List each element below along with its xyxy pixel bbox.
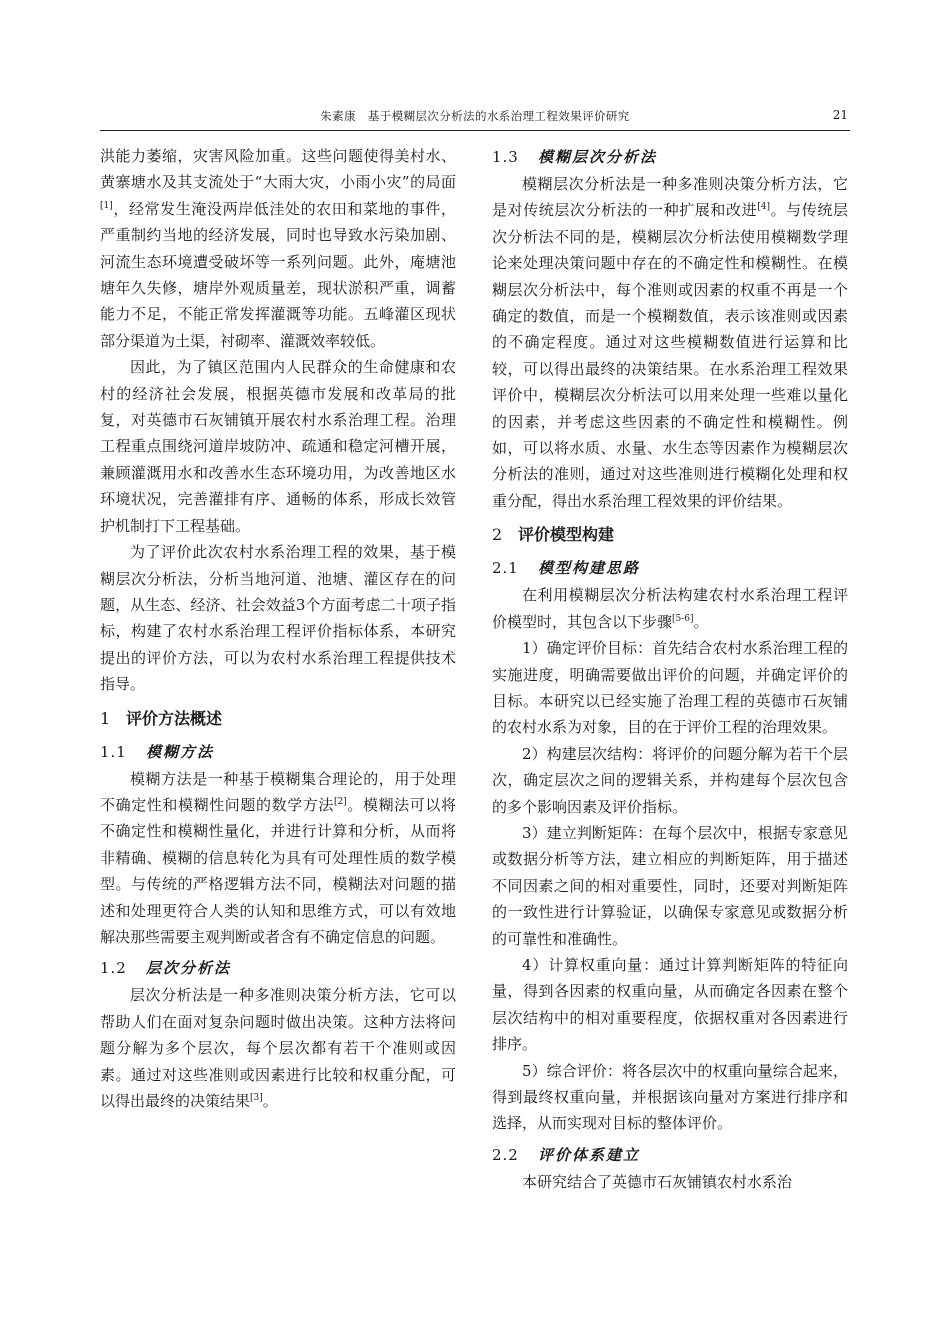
subsection-heading: 1.1 模糊方法 (100, 742, 215, 761)
paragraph: 模糊方法是一种基于模糊集合理论的，用于处理不确定性和模糊性问题的数学方法[2]。模糊法可以将不确定性和模糊性量化，并进行计算和分析，从而将非精确、模糊的信息转化为具有可处理性质的数学模型。与传统的严格逻辑方法不同，模糊法对问题的描述和处理更符合人类的认知和思维方式，可以有效地解决那些需要主观判断或者含有不确定信息的问题。 (100, 769, 456, 946)
running-header (100, 108, 850, 131)
paragraph: 层次分析法是一种多准则决策分析方法，它可以帮助人们在面对复杂问题时做出决策。这种方法将问题分解为多个层次，每个层次都有若干个准则或因素。通过对这些准则或因素进行比较和权重分配，可以得出最终的决策结果[3]。 (100, 986, 456, 1110)
subsection-heading: 2.1 模型构建思路 (492, 559, 641, 578)
section-heading: 2 评价模型构建 (492, 525, 615, 545)
step-item: 5）综合评价：将各层次中的权重向量综合起来，得到最终权重向量，并根据该向量对方案进行排序和选择，从而实现对目标的整体评价。 (492, 1061, 848, 1133)
paragraph: 为了评价此次农村水系治理工程的效果，基于模糊层次分析法，分析当地河道、池塘、灌区存在的问题，从生态、经济、社会效益3个方面考虑二十项子指标，构建了农村水系治理工程评价指标体系，本研究提出的评价方法，可以为农村水系治理工程提供技术指导。 (100, 543, 456, 694)
running-title: 朱素康 基于模糊层次分析法的水系治理工程效果评价研究 (320, 109, 630, 123)
paragraph: 模糊层次分析法是一种多准则决策分析方法，它是对传统层次分析法的一种扩展和改进[4]。与传统层次分析法不同的是，模糊层次分析法使用模糊数学理论来处理决策问题中存在的不确定性和模糊性。在模糊层次分析法中，每个准则或因素的权重不再是一个确定的数值，而是一个模糊数值，表示该准则或因素的不确定程度。通过对这些模糊数值进行运算和比较，可以得出最终的决策结果。在水系治理工程效果评价中，模糊层次分析法可以用来处理一些难以量化的因素，并考虑这些因素的不确定性和模糊性。例如，可以将水质、水量、水生态等因素作为模糊层次分析法的准则，通过对这些准则进行模糊化处理和权重分配，得出水系治理工程效果的评价结果。 (492, 175, 848, 510)
left-column (100, 143, 456, 1114)
paragraph: 因此，为了镇区范围内人民群众的生命健康和农村的经济社会发展，根据英德市发展和改革局的批复，对英德市石灰铺镇开展农村水系治理工程。治理工程重点围绕河道岸坡防冲、疏通和稳定河槽开展，兼顾灌溉用水和改善水生态环境功用，为改善地区水环境状况，完善灌排有序、通畅的体系，形成长效管护机制打下工程基础。 (100, 358, 456, 535)
citation: [1] (100, 200, 113, 211)
paragraph: 在利用模糊层次分析法构建农村水系治理工程评价模型时，其包含以下步骤[5-6]。 (492, 586, 848, 631)
subsection-heading: 1.3 模糊层次分析法 (492, 148, 658, 166)
citation: [5-6] (672, 613, 694, 624)
paragraph: 洪能力萎缩，灾害风险加重。这些问题使得美村水、黄寨塘水及其支流处于“大雨大灾，小雨小灾”的局面[1]，经常发生淹没两岸低洼处的农田和菜地的事件，严重制约当地的经济发展，同时也导致水污染加剧、河流生态环境遭受破坏等一系列问题。此外，庵塘池塘年久失修，塘岸外观质量差，现状淤积严重，调蓄能力不足，不能正常发挥灌溉等功能。五峰灌区现状部分渠道为土渠，衬砌率、灌溉效率较低。 (100, 147, 456, 350)
paragraph: 本研究结合了英德市石灰铺镇农村水系治 (522, 1172, 793, 1191)
step-item: 1）确定评价目标：首先结合农村水系治理工程的实施进度，明确需要做出评价的问题，并确定评价的目标。本研究以已经实施了治理工程的英德市石灰铺的农村水系为对象，目的在于评价工程的治理效果。 (492, 639, 848, 737)
page-number: 21 (832, 108, 848, 122)
citation: [3] (250, 1093, 263, 1103)
subsection-heading: 1.2 层次分析法 (100, 959, 232, 978)
subsection-heading: 2.2 评价体系建立 (492, 1145, 641, 1164)
step-item: 2）构建层次结构：将评价的问题分解为若干个层次，确定层次之间的逻辑关系，并构建每个层次包含的多个影响因素及评价指标。 (492, 744, 848, 816)
citation: [2] (334, 796, 347, 807)
section-heading: 1 评价方法概述 (100, 708, 223, 728)
step-item: 4）计算权重向量：通过计算判断矩阵的特征向量，得到各因素的权重向量，从而确定各因素在整个层次结构中的相对重要程度，依据权重对各因素进行排序。 (492, 955, 848, 1054)
step-item: 3）建立判断矩阵：在每个层次中，根据专家意见或数据分析等方法，建立相应的判断矩阵，用于描述不同因素之间的相对重要性，同时，还要对判断矩阵的一致性进行计算验证，以确保专家意见或数据分析的可靠性和准确性。 (492, 823, 848, 948)
citation: [4] (757, 202, 770, 213)
right-column (492, 143, 848, 1195)
